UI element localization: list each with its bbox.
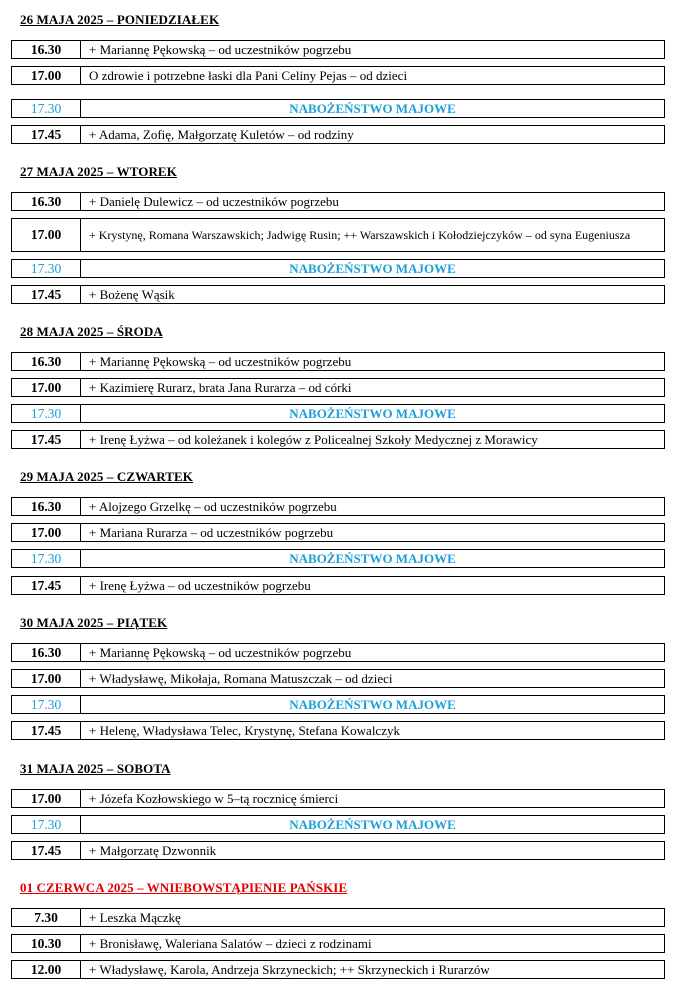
schedule-row [11, 523, 665, 542]
schedule-row [11, 576, 665, 595]
service-time: 17.30 [12, 405, 81, 422]
mass-intention: + Krystynę, Romana Warszawskich; Jadwigę Rusin; ++ Warszawskich i Kołodziejczyków – od syna Eugeniusza [89, 228, 631, 242]
day-header: 27 MAJA 2025 – WTOREK [20, 164, 177, 179]
mass-intention: + Leszka Mączkę [89, 909, 181, 925]
mass-intention: + Helenę, Władysława Telec, Krystynę, Stefana Kowalczyk [89, 722, 400, 738]
mass-intention: + Józefa Kozłowskiego w 5–tą rocznicę śmierci [89, 790, 339, 806]
mass-time: 16.30 [12, 498, 81, 515]
schedule-row-service [11, 695, 665, 714]
schedule-row [11, 218, 665, 252]
service-name: NABOŻEŃSTWO MAJOWE [289, 260, 456, 276]
mass-intention: + Adama, Zofię, Małgorzatę Kuletów – od rodziny [89, 126, 354, 142]
mass-time: 12.00 [12, 961, 81, 978]
mass-time: 17.45 [12, 431, 81, 448]
day-header: 29 MAJA 2025 – CZWARTEK [20, 469, 194, 484]
mass-time: 17.00 [12, 524, 81, 541]
mass-time: 7.30 [12, 909, 81, 926]
schedule-row [11, 285, 665, 304]
mass-intention: + Mariana Rurarza – od uczestników pogrzebu [89, 524, 334, 540]
service-name: NABOŻEŃSTWO MAJOWE [289, 816, 456, 832]
mass-intention: O zdrowie i potrzebne łaski dla Pani Celiny Pejas – od dzieci [89, 67, 408, 83]
mass-time: 10.30 [12, 935, 81, 952]
mass-time: 17.45 [12, 577, 81, 594]
mass-time: 17.00 [12, 670, 81, 687]
schedule-row-service [11, 404, 665, 423]
schedule-row [11, 960, 665, 979]
mass-time: 16.30 [12, 353, 81, 370]
schedule-row [11, 643, 665, 662]
mass-time: 17.00 [12, 379, 81, 396]
mass-intention: + Mariannę Pękowską – od uczestników pogrzebu [89, 353, 352, 369]
service-time: 17.30 [12, 696, 81, 713]
day-header: 28 MAJA 2025 – ŚRODA [20, 324, 163, 339]
schedule-row [11, 430, 665, 449]
mass-intention: + Władysławę, Karola, Andrzeja Skrzyneckich; ++ Skrzyneckich i Rurarzów [89, 961, 490, 977]
schedule-row [11, 497, 665, 516]
schedule-row [11, 378, 665, 397]
mass-intention: + Bożenę Wąsik [89, 286, 175, 302]
schedule-row [11, 934, 665, 953]
schedule-row [11, 66, 665, 85]
schedule-row-service [11, 99, 665, 118]
service-time: 17.30 [12, 100, 81, 117]
service-time: 17.30 [12, 260, 81, 277]
schedule-row [11, 841, 665, 860]
schedule-row-service [11, 815, 665, 834]
schedule-row [11, 192, 665, 211]
mass-time: 17.45 [12, 842, 81, 859]
service-time: 17.30 [12, 816, 81, 833]
mass-time: 17.45 [12, 126, 81, 143]
service-name: NABOŻEŃSTWO MAJOWE [289, 100, 456, 116]
service-time: 17.30 [12, 550, 81, 567]
mass-intention: + Kazimierę Rurarz, brata Jana Rurarza – od córki [89, 379, 352, 395]
mass-time: 17.00 [12, 67, 81, 84]
schedule-row [11, 669, 665, 688]
schedule-row-service [11, 549, 665, 568]
schedule-row-service [11, 259, 665, 278]
mass-intention: + Irenę Łyżwa – od uczestników pogrzebu [89, 577, 311, 593]
mass-intention: + Irenę Łyżwa – od koleżanek i kolegów z Policealnej Szkoły Medycznej z Morawicy [89, 431, 538, 447]
mass-time: 16.30 [12, 644, 81, 661]
mass-intention: + Małgorzatę Dzwonnik [89, 842, 217, 858]
service-name: NABOŻEŃSTWO MAJOWE [289, 696, 456, 712]
day-header-holiday: 01 CZERWCA 2025 – WNIEBOWSTĄPIENIE PAŃSKIE [20, 880, 348, 895]
mass-time: 17.00 [12, 219, 81, 251]
service-name: NABOŻEŃSTWO MAJOWE [289, 550, 456, 566]
schedule-row [11, 125, 665, 144]
mass-intention: + Bronisławę, Waleriana Salatów – dzieci z rodzinami [89, 935, 372, 951]
schedule-row [11, 789, 665, 808]
schedule-row [11, 40, 665, 59]
day-header: 30 MAJA 2025 – PIĄTEK [20, 615, 168, 630]
mass-time: 16.30 [12, 41, 81, 58]
mass-time: 17.00 [12, 790, 81, 807]
mass-intention: + Władysławę, Mikołaja, Romana Matuszczak – od dzieci [89, 670, 393, 686]
mass-time: 17.45 [12, 286, 81, 303]
mass-intention: + Mariannę Pękowską – od uczestników pogrzebu [89, 644, 352, 660]
day-header: 31 MAJA 2025 – SOBOTA [20, 761, 171, 776]
mass-time: 16.30 [12, 193, 81, 210]
mass-time: 17.45 [12, 722, 81, 739]
day-header: 26 MAJA 2025 – PONIEDZIAŁEK [20, 12, 220, 27]
schedule-row [11, 908, 665, 927]
mass-intention: + Danielę Dulewicz – od uczestników pogrzebu [89, 193, 339, 209]
mass-intention: + Mariannę Pękowską – od uczestników pogrzebu [89, 41, 352, 57]
schedule-row [11, 352, 665, 371]
mass-intention: + Alojzego Grzelkę – od uczestników pogrzebu [89, 498, 337, 514]
service-name: NABOŻEŃSTWO MAJOWE [289, 405, 456, 421]
schedule-row [11, 721, 665, 740]
